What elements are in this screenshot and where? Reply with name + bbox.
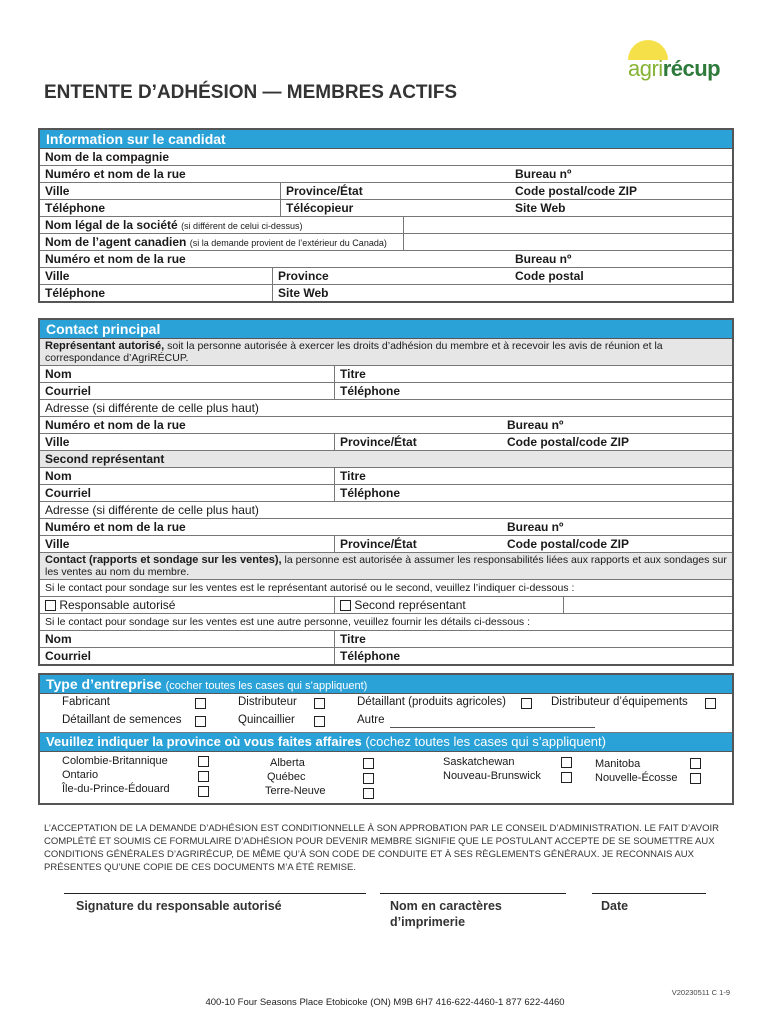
rep-phone-field[interactable]: Téléphone — [334, 383, 732, 399]
signature-line[interactable] — [64, 893, 366, 894]
legal-name-label: Nom légal de la société — [45, 218, 178, 232]
second-email-row — [40, 485, 732, 502]
nl-checkbox[interactable] — [363, 788, 374, 799]
manufacturer-checkbox[interactable] — [195, 698, 206, 709]
same-contact-options-row — [40, 597, 732, 614]
same-contact-note-row — [40, 580, 732, 597]
seed-retailer-checkbox[interactable] — [195, 716, 206, 727]
province-state-field[interactable]: Province/État — [280, 183, 510, 199]
ag-retailer-label: Détaillant (produits agricoles) — [357, 696, 506, 708]
website-field[interactable]: Site Web — [515, 201, 566, 215]
phone-row — [40, 200, 732, 217]
provinces-header-title: Veuillez indiquer la province où vous faites affaires — [46, 734, 362, 749]
date-line[interactable] — [592, 893, 706, 894]
postal-zip-field[interactable]: Code postal/code ZIP — [515, 184, 638, 198]
city2-field[interactable]: Ville — [45, 269, 70, 283]
report-name-field[interactable]: Nom — [45, 632, 72, 646]
phone2-row — [40, 285, 732, 301]
province2-field[interactable]: Province — [272, 268, 510, 284]
company-field[interactable]: Nom de la compagnie — [45, 150, 170, 164]
logo-agri: agri — [628, 56, 663, 81]
report-name-row — [40, 631, 732, 648]
report-phone-field[interactable]: Téléphone — [334, 648, 732, 664]
provinces-options — [40, 752, 732, 804]
authorized-rep-text: soit la personne autorisée à exercer les droits d’adhésion du membre et à recevoir les avis de réunion et la correspondance d’AgriRÉCUP. — [45, 340, 663, 364]
city-field[interactable]: Ville — [45, 184, 70, 198]
other-contact-note: Si le contact pour sondage sur les ventes est une autre personne, veuillez fournir les détails ci-dessous : — [45, 616, 531, 628]
logo-recup: récup — [662, 56, 721, 81]
version-code: V20230511 C 1-9 — [671, 988, 730, 997]
provinces-header — [40, 733, 732, 752]
provinces-header-note: (cochez toutes les cases qui s’appliquent) — [361, 734, 606, 749]
qc-checkbox[interactable] — [363, 773, 374, 784]
other-label: Autre — [357, 714, 385, 726]
ag-retailer-checkbox[interactable] — [521, 698, 532, 709]
legal-name-row — [40, 217, 732, 234]
authorized-rep-option-label: Responsable autorisé — [59, 598, 176, 612]
ns-checkbox[interactable] — [690, 773, 701, 784]
ab-checkbox[interactable] — [363, 758, 374, 769]
mb-checkbox[interactable] — [690, 758, 701, 769]
bc-label: Colombie-Britannique — [62, 755, 168, 767]
ns-label: Nouvelle-Écosse — [595, 772, 678, 784]
authorized-rep-label: Représentant autorisé, — [45, 340, 165, 352]
nb-checkbox[interactable] — [561, 772, 572, 783]
option-authorized-rep[interactable] — [40, 597, 334, 613]
distributor-label: Distributeur — [238, 696, 297, 708]
report-title-field[interactable]: Titre — [334, 631, 732, 647]
printed-name-line[interactable] — [380, 893, 566, 894]
distributor-checkbox[interactable] — [314, 698, 325, 709]
second-name-field[interactable]: Nom — [45, 469, 72, 483]
second-province-field[interactable]: Province/État — [334, 536, 502, 552]
office2-field[interactable]: Bureau nº — [515, 252, 572, 266]
website2-field[interactable]: Site Web — [272, 285, 510, 301]
second-city-row — [40, 536, 732, 553]
hardware-checkbox[interactable] — [314, 716, 325, 727]
second-office-field[interactable]: Bureau nº — [507, 520, 564, 534]
second-rep-label: Second représentant — [45, 452, 165, 466]
company-row — [40, 149, 732, 166]
second-rep-option-label: Second représentant — [354, 598, 466, 612]
equipment-distributor-label: Distributeur d’équipements — [551, 696, 688, 708]
second-address-note-row — [40, 502, 732, 519]
agent-name-field[interactable] — [40, 234, 404, 250]
mb-label: Manitoba — [595, 758, 641, 770]
bc-checkbox[interactable] — [198, 756, 209, 767]
rep-postal-field[interactable]: Code postal/code ZIP — [507, 435, 630, 449]
street2-field[interactable]: Numéro et nom de la rue — [45, 252, 186, 266]
nl-label: Terre-Neuve — [265, 785, 326, 797]
rep-email-field[interactable]: Courriel — [45, 384, 92, 398]
business-header-note: (cocher toutes les cases qui s’appliquent) — [165, 680, 368, 692]
business-header-title: Type d’entreprise — [46, 676, 162, 692]
legal-name-field[interactable] — [40, 217, 404, 233]
second-title-field[interactable]: Titre — [334, 468, 732, 484]
second-email-field[interactable]: Courriel — [45, 486, 92, 500]
on-checkbox[interactable] — [198, 771, 209, 782]
option-second-rep[interactable] — [334, 597, 564, 613]
ab-label: Alberta — [270, 757, 305, 769]
nb-label: Nouveau-Brunswick — [443, 770, 541, 782]
qc-label: Québec — [267, 771, 306, 783]
authorized-rep-checkbox[interactable] — [45, 600, 56, 611]
authorized-rep-description — [40, 339, 732, 366]
office-field[interactable]: Bureau nº — [515, 167, 572, 181]
business-options — [40, 694, 732, 733]
report-contact-description — [40, 553, 732, 580]
contact-header: Contact principal — [40, 320, 732, 339]
phone-field[interactable]: Téléphone — [45, 201, 106, 215]
rep-office-field[interactable]: Bureau nº — [507, 418, 564, 432]
second-phone-field[interactable]: Téléphone — [334, 485, 732, 501]
business-section — [38, 673, 734, 805]
signature-label: Signature du responsable autorisé — [76, 899, 282, 913]
rep-name-row — [40, 366, 732, 383]
rep-email-row — [40, 383, 732, 400]
city2-row — [40, 268, 732, 285]
second-street-field[interactable]: Numéro et nom de la rue — [45, 520, 186, 534]
seed-retailer-label: Détaillant de semences — [62, 714, 182, 726]
sk-label: Saskatchewan — [443, 756, 515, 768]
date-label: Date — [601, 899, 629, 913]
other-contact-note-row — [40, 614, 732, 631]
pe-label: Île-du-Prince-Édouard — [62, 783, 170, 795]
street-field[interactable]: Numéro et nom de la rue — [45, 167, 186, 181]
phone2-field[interactable]: Téléphone — [45, 286, 106, 300]
contact-section — [38, 318, 734, 666]
rep-title-field[interactable]: Titre — [334, 366, 732, 382]
postal2-field[interactable]: Code postal — [515, 269, 584, 283]
rep-city-row — [40, 434, 732, 451]
rep-street-field[interactable]: Numéro et nom de la rue — [45, 418, 186, 432]
candidate-header: Information sur le candidat — [40, 130, 732, 149]
fax-field[interactable]: Télécopieur — [280, 200, 510, 216]
second-street-row — [40, 519, 732, 536]
hardware-label: Quincaillier — [238, 714, 295, 726]
rep-address-note: Adresse (si différente de celle plus haut) — [45, 401, 259, 415]
second-rep-checkbox[interactable] — [340, 600, 351, 611]
agrirecup-logo — [628, 56, 720, 82]
footer-address: 400-10 Four Seasons Place Etobicoke (ON) M9B 6H7 416-622-4460-1 877 622-4460 — [205, 997, 565, 1008]
legal-name-note: (si différent de celui ci-dessus) — [181, 221, 303, 231]
pe-checkbox[interactable] — [198, 786, 209, 797]
rep-street-row — [40, 417, 732, 434]
rep-name-field[interactable]: Nom — [45, 367, 72, 381]
candidate-section — [38, 128, 734, 303]
same-contact-note: Si le contact pour sondage sur les ventes est le représentant autorisé ou le second, veuillez l’indiquer ci-dessous : — [45, 582, 575, 594]
report-email-field[interactable]: Courriel — [45, 649, 92, 663]
second-address-note: Adresse (si différente de celle plus haut) — [45, 503, 259, 517]
rep-province-field[interactable]: Province/État — [334, 434, 502, 450]
street-row — [40, 166, 732, 183]
equipment-distributor-checkbox[interactable] — [705, 698, 716, 709]
page-title: ENTENTE D’ADHÉSION — MEMBRES ACTIFS — [44, 82, 458, 103]
report-contact-text: la personne est autorisée à assumer les responsabilités liées aux rapports et aux sondages sur les ventes au nom du membre. — [45, 554, 727, 578]
agent-note: (si la demande provient de l’extérieur du Canada) — [189, 238, 387, 248]
second-postal-field[interactable]: Code postal/code ZIP — [507, 537, 630, 551]
printed-name-label: Nom en caractères d’imprimerie — [390, 899, 502, 929]
street2-row — [40, 251, 732, 268]
manufacturer-label: Fabricant — [62, 696, 110, 708]
legal-disclaimer: L’ACCEPTATION DE LA DEMANDE D’ADHÉSION EST CONDITIONNELLE À SON APPROBATION PAR LE CONSEIL D’ADMINISTRATION. LE FAIT D’AVOIR COMPLÉTÉ ET SOUMIS CE FORMULAIRE D’ADHÉSION POUR DEVENIR MEMBRE SIGNIFIE QUE LE POSTULANT ACCEPTE DE SE SOUMETTRE AUX CONDITIONS GÉNÉRALES D’AGRIRÉCUP, DE MÊME QU’À SON CODE DE CONDUITE ET À SES RÈGLEMENTS GÉNÉRAUX. JE RECONNAIS AUX PRÉSENTES QU’UNE COPIE DE CES DOCUMENTS M’A ÉTÉ REMISE. — [44, 823, 719, 873]
other-input[interactable] — [390, 727, 595, 728]
agent-name-label: Nom de l’agent canadien — [45, 235, 187, 249]
report-contact-label: Contact (rapports et sondage sur les ventes), — [45, 554, 282, 566]
second-name-row — [40, 468, 732, 485]
second-rep-header-row — [40, 451, 732, 468]
sk-checkbox[interactable] — [561, 757, 572, 768]
on-label: Ontario — [62, 769, 99, 781]
rep-address-note-row — [40, 400, 732, 417]
city-row — [40, 183, 732, 200]
report-email-row — [40, 648, 732, 664]
rep-city-field[interactable]: Ville — [45, 435, 70, 449]
second-city-field[interactable]: Ville — [45, 537, 70, 551]
business-header — [40, 675, 732, 694]
agent-row — [40, 234, 732, 251]
